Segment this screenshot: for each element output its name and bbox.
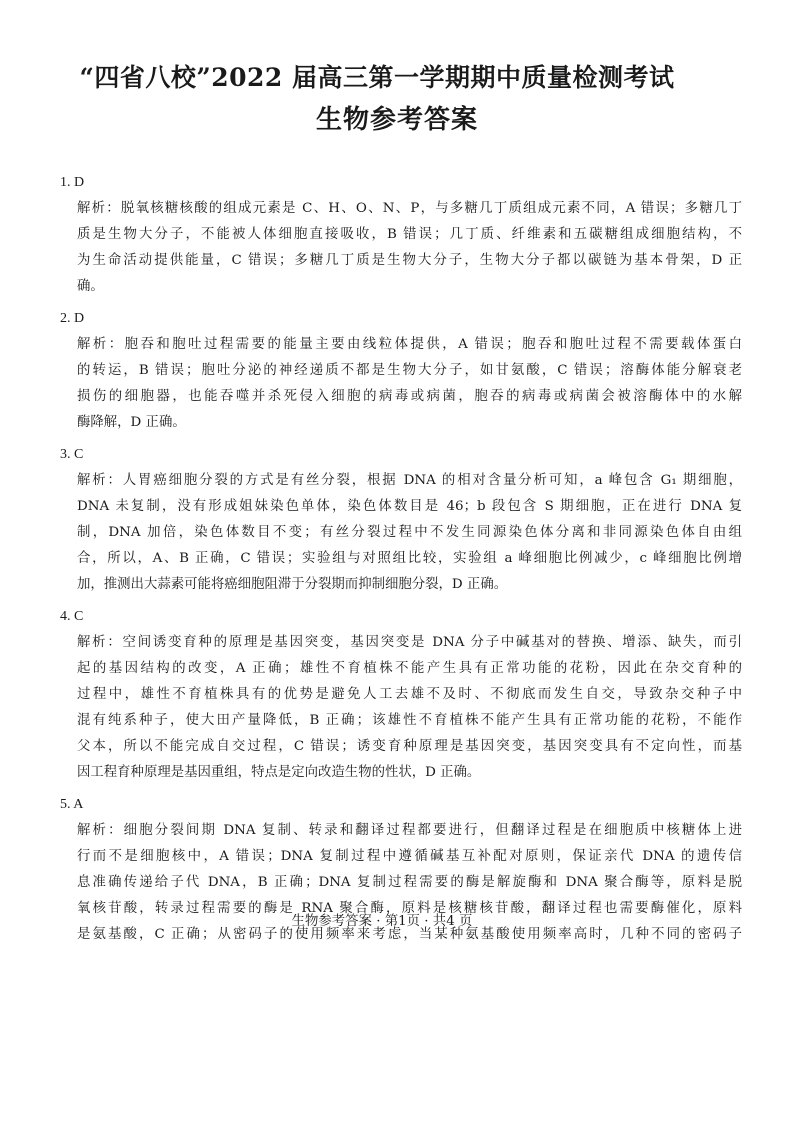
question-number: 4. C xyxy=(60,609,84,624)
explanation-line: 起的基因结构的改变，A 正确；雄性不育植株不能产生具有正常功能的花粉，因此在杂交育种的 xyxy=(77,661,742,676)
question-number: 5. A xyxy=(60,797,84,812)
explanation-line: DNA 未复制，没有形成姐妹染色单体，染色体数目是 46；b 段包含 S 期细胞，正在进行 DNA 复 xyxy=(77,499,742,514)
document-subtitle: 生物参考答案 xyxy=(315,105,478,135)
question-item xyxy=(60,170,742,300)
explanation-line: 混有纯系种子，使大田产量降低，B 正确；该雄性不育植株不能产生具有正常功能的花粉，不能作 xyxy=(77,713,742,728)
explanation-line: 解析：脱氧核糖核酸的组成元素是 C、H、O、N、P，与多糖几丁质组成元素不同，A 错误；多糖几丁 xyxy=(77,201,742,216)
question-item xyxy=(60,604,742,786)
explanation-line: 父本，所以不能完成自交过程，C 错误；诱变育种原理是基因突变，基因突变具有不定向性，而基 xyxy=(77,739,742,754)
explanation-line: 氧核苷酸，转录过程需要的酶是 RNA 聚合酶，原料是核糖核苷酸，翻译过程也需要酶催化，原料 xyxy=(77,901,742,916)
explanation-line: 加，推测出大蒜素可能将癌细胞阻滞于分裂期而抑制细胞分裂，D 正确。 xyxy=(77,577,508,592)
title-block xyxy=(0,58,794,140)
explanation-line: 质是生物大分子，不能被人体细胞直接吸收，B 错误；几丁质、纤维素和五碳糖组成细胞结构，不 xyxy=(77,227,742,242)
exam-title: “四省八校”2022 届高三第一学期期中质量检测考试 xyxy=(79,63,675,92)
explanation-line: 制，DNA 加倍，染色体数目不变；有丝分裂过程中不发生同源染色体分离和非同源染色体自由组 xyxy=(77,525,742,540)
explanation-line: 的转运，B 错误；胞吐分泌的神经递质不都是生物大分子，如甘氨酸，C 错误；溶酶体能分解衰老 xyxy=(77,363,742,378)
explanation-line: 损伤的细胞器，也能吞噬并杀死侵入细胞的病毒或病菌，胞吞的病毒或病菌会被溶酶体中的水解 xyxy=(77,389,742,404)
question-item xyxy=(60,306,742,436)
explanation-line: 合，所以，A、B 正确，C 错误；实验组与对照组比较，实验组 a 峰细胞比例减少，c 峰细胞比例增 xyxy=(77,551,742,566)
explanation-line: 酶降解，D 正确。 xyxy=(77,415,186,430)
explanation-line: 因工程育种原理是基因重组，特点是定向改造生物的性状，D 正确。 xyxy=(77,765,481,780)
page-footer: 生物参考答案 · 第1页 · 共4 页 xyxy=(291,914,473,929)
explanation-line: 息准确传递给子代 DNA，B 正确；DNA 复制过程需要的酶是解旋酶和 DNA 聚合酶等，原料是脱 xyxy=(77,875,742,890)
explanation-line: 是氨基酸，C 正确；从密码子的使用频率来考虑，当某种氨基酸使用频率高时，几种不同的密码子 xyxy=(77,927,742,942)
explanation-line: 为生命活动提供能量，C 错误；多糖几丁质是生物大分子，生物大分子都以碳链为基本骨架，D 正 xyxy=(77,253,742,268)
question-number: 2. D xyxy=(60,311,85,326)
explanation-line: 过程中，雄性不育植株具有的优势是避免人工去雄不及时、不彻底而发生自交，导致杂交种子中 xyxy=(77,687,742,702)
explanation-line: 解析：空间诱变育种的原理是基因突变，基因突变是 DNA 分子中碱基对的替换、增添、缺失，而引 xyxy=(77,635,742,650)
explanation-line: 解析：胞吞和胞吐过程需要的能量主要由线粒体提供，A 错误；胞吞和胞吐过程不需要载体蛋白 xyxy=(77,337,742,352)
explanation-line: 行而不是细胞核中，A 错误；DNA 复制过程中遵循碱基互补配对原则，保证亲代 DNA 的遗传信 xyxy=(77,849,742,864)
question-number: 3. C xyxy=(60,447,84,462)
question-explanation xyxy=(60,332,742,436)
question-explanation xyxy=(60,468,742,598)
question-number: 1. D xyxy=(60,175,85,190)
question-explanation xyxy=(60,196,742,300)
answers-content xyxy=(60,170,742,954)
question-explanation xyxy=(60,630,742,786)
explanation-line: 解析：人胃癌细胞分裂的方式是有丝分裂，根据 DNA 的相对含量分析可知，a 峰包含 G₁ 期细胞， xyxy=(77,473,742,488)
question-item xyxy=(60,442,742,598)
explanation-line: 解析：细胞分裂间期 DNA 复制、转录和翻译过程都要进行，但翻译过程是在细胞质中核糖体上进 xyxy=(77,823,742,838)
explanation-line: 确。 xyxy=(77,279,104,294)
